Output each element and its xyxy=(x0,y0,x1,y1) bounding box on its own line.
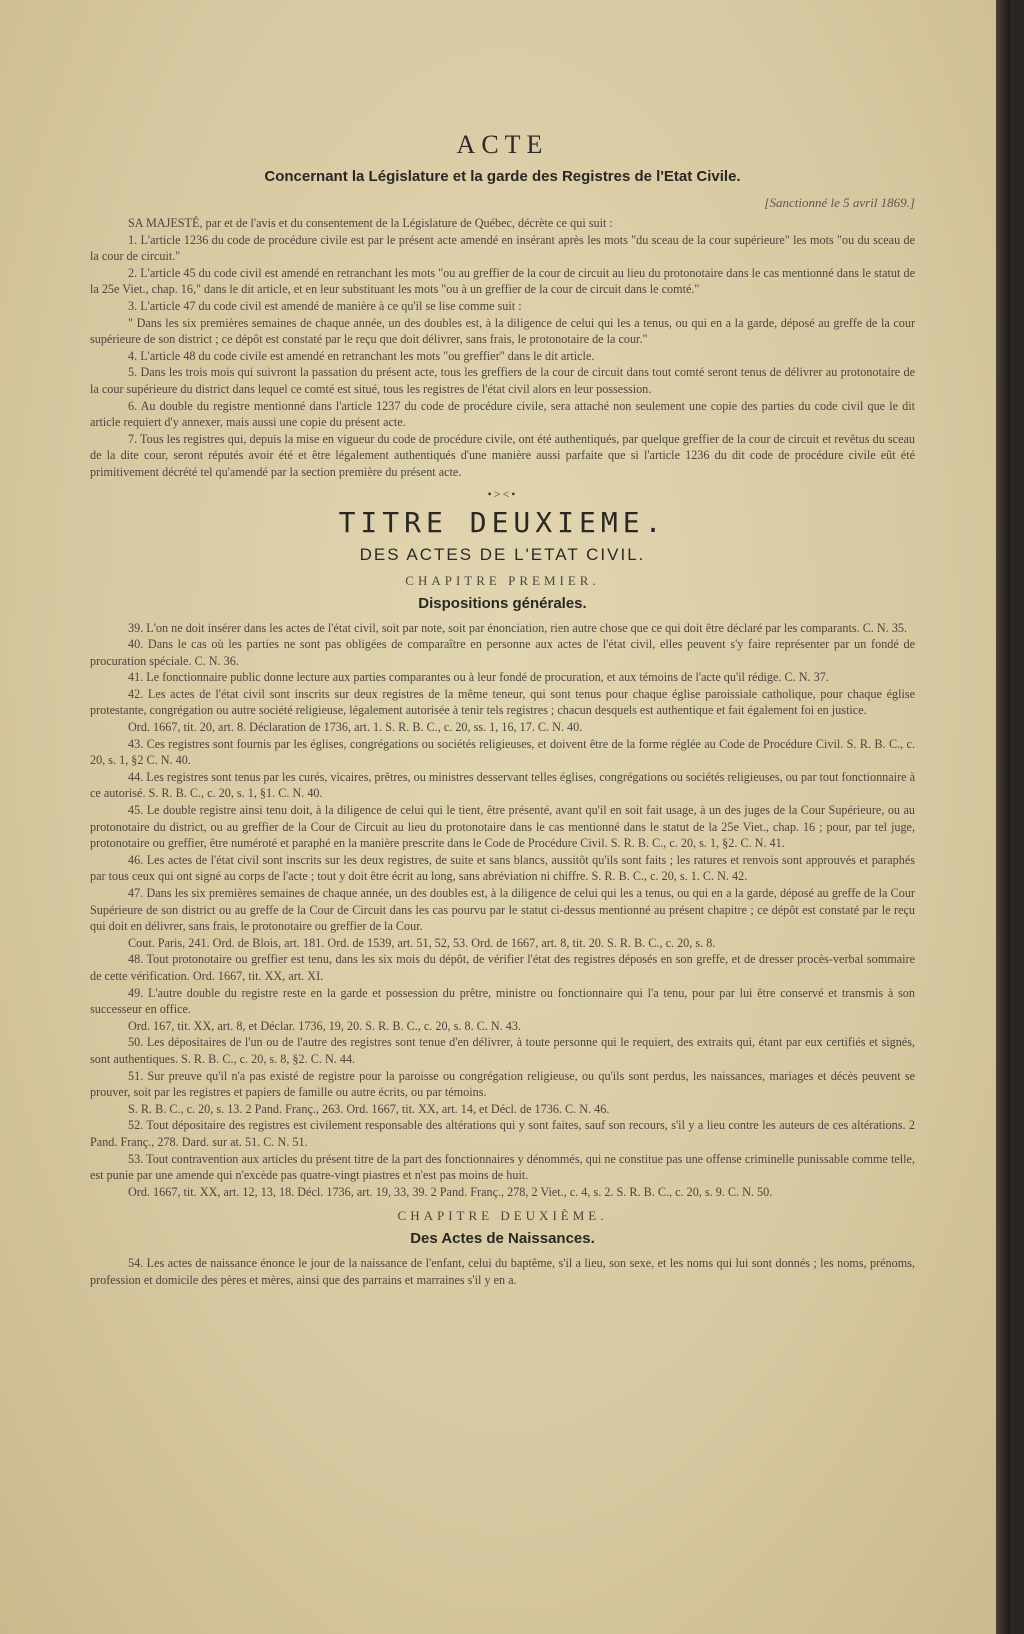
page-edge xyxy=(996,0,1010,1634)
article-paragraph: 49. L'autre double du registre reste en la garde et possession du prêtre, ministre ou fonctionnaire qui l'a tenu, pour par lui être conservé et transmis à son successeur en office. xyxy=(90,985,915,1017)
article-paragraph: 51. Sur preuve qu'il n'a pas existé de registre pour la paroisse ou congrégation religieuse, ou qu'ils sont perdus, les naissances, mariages et décès peuvent se prouver, soit par les registres et papiers de famille ou autre écrits, ou par témoins. xyxy=(90,1068,915,1100)
acte-paragraph: 3. L'article 47 du code civil est amendé de manière à ce qu'il se lise comme suit : xyxy=(128,298,522,313)
acte-paragraph: 2. L'article 45 du code civil est amendé en retranchant les mots "ou au greffier de la cour de circuit au lieu du protonotaire dans le cas mentionné dans le statut de la 25e Viet., chap. 16," dans le dit article, et en leur substituant les mots "ou à un greffier de la cour de circuit dans le comté." xyxy=(90,265,915,297)
acte-paragraph: 6. Au double du registre mentionné dans l'article 1237 du code de procédure civile, sera attaché non seulement une copie des parties du code civil que le dit article requiert d'y annexer, mais aussi une copie du présent acte. xyxy=(90,398,915,430)
citation-paragraph: Ord. 1667, tit. XX, art. 12, 13, 18. Décl. 1736, art. 19, 33, 39. 2 Pand. Franç., 278, 2 Viet., c. 4, s. 2. S. R. B. C., c. 20, s. 9. C. N. 50. xyxy=(128,1184,773,1199)
article-paragraph: 52. Tout dépositaire des registres est civilement responsable des altérations qui y sont faites, sauf son recours, s'il y a lieu contre les auteurs de ces altérations. 2 Pand. Franç., 278. Dard. sur at. 51. C. N. 51. xyxy=(90,1118,915,1149)
acte-paragraph: 5. Dans les trois mois qui suivront la passation du présent acte, tous les greffiers de la cour de circuit dans tout comté seront tenus de délivrer au protonotaire de la cour supérieure du district dans lequel ce comté est situé, tous les registres de l'état civil alors en leur possession. xyxy=(90,365,915,396)
article-paragraph: 45. Le double registre ainsi tenu doit, à la diligence de celui qui le tient, être présenté, avant qu'il en soit fait usage, à un des juges de la Cour Supérieure, ou au protonotaire du district, ou au greffier de la Cour de Circuit au lieu du protonotaire dans le cas mentionné dans le statut de la 25e Viet., chap. 16 ; pour, par tel juge, protonotaire ou greffier, être numéroté et paraphé en la manière prescrite dans le Code de Procédure Civil. S. R. B. C., c. 20, s. 1, §2. C. N. 41. xyxy=(90,803,915,851)
article-paragraph: 42. Les actes de l'état civil sont inscrits sur deux registres de la même teneur, qui sont tenus pour chaque église paroissiale catholique, pour chaque église protestante, congrégation ou autre société religieuse, légalement autorisée à tenir tels registres ; chacun desquels est authentique et fait également foi en justice. xyxy=(90,686,915,718)
article-paragraph: 44. Les registres sont tenus par les curés, vicaires, prêtres, ou ministres desservant telles églises, congrégations ou sociétés religieuses, ou par tout fonctionnaire à ce autorisé. S. R. B. C., c. 20, s. 1, §1. C. N. 40. xyxy=(90,769,915,801)
acte-section xyxy=(90,215,915,481)
article-paragraph: 43. Ces registres sont fournis par les églises, congrégations ou sociétés religieuses, et doivent être de la forme réglée au Code de Procédure Civil. S. R. B. C., c. 20, s. 1, §2 C. N. 40. xyxy=(90,736,915,768)
article-paragraph: 50. Les dépositaires de l'un ou de l'autre des registres sont tenue d'en délivrer, à toute personne qui le requiert, des extraits qui, étant par eux certifiés et signés, sont authentiques. S. R. B. C., c. 20, s. 8, §2. C. N. 44. xyxy=(90,1035,915,1066)
titre-heading: TITRE DEUXIEME. xyxy=(338,505,667,539)
ornament-separator: •><• xyxy=(487,486,518,501)
acte-title: ACTE xyxy=(456,130,549,159)
acte-paragraph: " Dans les six premières semaines de chaque année, un des doubles est, à la diligence de celui qui les a tenus, ou qui en a la garde, déposé au greffe de la cour supérieure de son district ; ce dépôt est constaté par le reçu que doit délivrer, sans frais, le protonotaire de la cour." xyxy=(90,315,915,347)
citation-paragraph: S. R. B. C., c. 20, s. 13. 2 Pand. Franç., 263. Ord. 1667, tit. XX, art. 14, et Décl. de 1736. C. N. 46. xyxy=(128,1101,610,1116)
article-paragraph: 46. Les actes de l'état civil sont inscrits sur les deux registres, de suite et sans blancs, aussitôt qu'ils sont faits ; les ratures et renvois sont approuvés et paraphés par tous ceux qui ont signé au corps de l'acte ; tout y doit être écrit au long, sans abréviation ni chiffre. S. R. B. C., c. 20, s. 1. C. N. 42. xyxy=(90,852,915,884)
acte-paragraph: 4. L'article 48 du code civile est amendé en retranchant les mots "ou greffier" dans le dit article. xyxy=(128,348,595,363)
citation-paragraph: Ord. 1667, tit. 20, art. 8. Déclaration de 1736, art. 1. S. R. B. C., c. 20, ss. 1, 16, 17. C. N. 40. xyxy=(128,720,583,735)
acte-paragraph: 7. Tous les registres qui, depuis la mise en vigueur du code de procédure civile, ont été authentiqués, par quelque greffier de la cour de circuit et revêtus du sceau de la dite cour, seront réputés avoir été et être légalement authentiqués d'une manière aussi parfaite que si l'article 1236 du dit code de procédure civile eût été primitivement décrété tel qu'amendé par la section première du présent acte. xyxy=(90,431,915,479)
acte-paragraph: 1. L'article 1236 du code de procédure civile est par le présent acte amendé en insérant après les mots "du sceau de la cour supérieure" les mots "ou du sceau de la cour de circuit." xyxy=(90,232,915,264)
article-paragraph: 53. Tout contravention aux articles du présent titre de la part des fonctionnaires y dénommés, qui ne constitue pas une offense criminelle punissable comme telle, est punie par une amende qui n'excède pas quatre-vingt piastres et n'est pas moins de huit. xyxy=(90,1151,915,1183)
acte-subtitle: Concernant la Législature et la garde des Registres de l'Etat Civile. xyxy=(264,168,741,185)
article-paragraph: 48. Tout protonotaire ou greffier est tenu, dans les six mois du dépôt, de vérifier l'état des registres déposés en son greffe, et de dresser procès-verbal sommaire de cette vérification. Ord. 1667, tit. XX, art. XI. xyxy=(90,952,915,983)
chapter-one-title: Dispositions générales. xyxy=(418,594,587,612)
article-paragraph: 54. Les actes de naissance énonce le jour de la naissance de l'enfant, celui du baptême, s'il a lieu, son sexe, et les noms qui lui sont donnés ; les noms, prénoms, profession et domicile des pères et mères, ainsi que des parrains et marraines s'il y en a. xyxy=(90,1256,915,1287)
article-paragraph: 47. Dans les six premières semaines de chaque année, un des doubles est, à la diligence de celui qui les a tenus, ou qui en a la garde, déposé au greffe de la Cour Supérieure de son district ou au greffe de la Cour de Circuit dans les cas pourvu par le statut ci-dessus mentionné au présent chapitre ; ce dépôt est constaté par le reçu qui doit en délivrer, sans frais, le protonotaire ou greffier de la Cour. xyxy=(90,886,915,934)
chapter-two-title: Des Actes de Naissances. xyxy=(410,1230,595,1248)
article-paragraph: 39. L'on ne doit insérer dans les actes de l'état civil, soit par note, soit par énonciation, rien autre chose que ce qui doit être déclaré par les comparants. C. N. 35. xyxy=(128,620,908,635)
citation-paragraph: Cout. Paris, 241. Ord. de Blois, art. 181. Ord. de 1539, art. 51, 52, 53. Ord. de 1667, art. 8, tit. 20. S. R. B. C., c. 20, s. 8. xyxy=(128,935,716,950)
text-column xyxy=(90,130,915,1288)
titre-subheading: DES ACTES DE L'ETAT CIVIL. xyxy=(359,544,646,564)
acte-paragraph: SA MAJESTÉ, par et de l'avis et du consentement de la Législature de Québec, décrète ce qui suit : xyxy=(128,216,613,230)
chapter-two-heading: CHAPITRE DEUXIÈME. xyxy=(397,1208,608,1224)
article-paragraph: 41. Le fonctionnaire public donne lecture aux parties comparantes ou à leur fondé de procuration, et aux témoins de l'acte qu'il rédige. C. N. 37. xyxy=(128,670,829,685)
citation-paragraph: Ord. 167, tit. XX, art. 8, et Déclar. 1736, 19, 20. S. R. B. C., c. 20, s. 8. C. N. 43. xyxy=(128,1018,522,1033)
chapter-two-section xyxy=(90,1255,915,1288)
chapter-one-heading: CHAPITRE PREMIER. xyxy=(405,572,600,588)
chapter-one-section xyxy=(90,620,915,1201)
article-paragraph: 40. Dans le cas où les parties ne sont pas obligées de comparaître en personne aux actes de l'état civil, elles peuvent s'y faire représenter par un fondé de procuration spéciale. C. N. 36. xyxy=(90,637,915,668)
sanction-date: [Sanctionné le 5 avril 1869.] xyxy=(764,195,915,210)
